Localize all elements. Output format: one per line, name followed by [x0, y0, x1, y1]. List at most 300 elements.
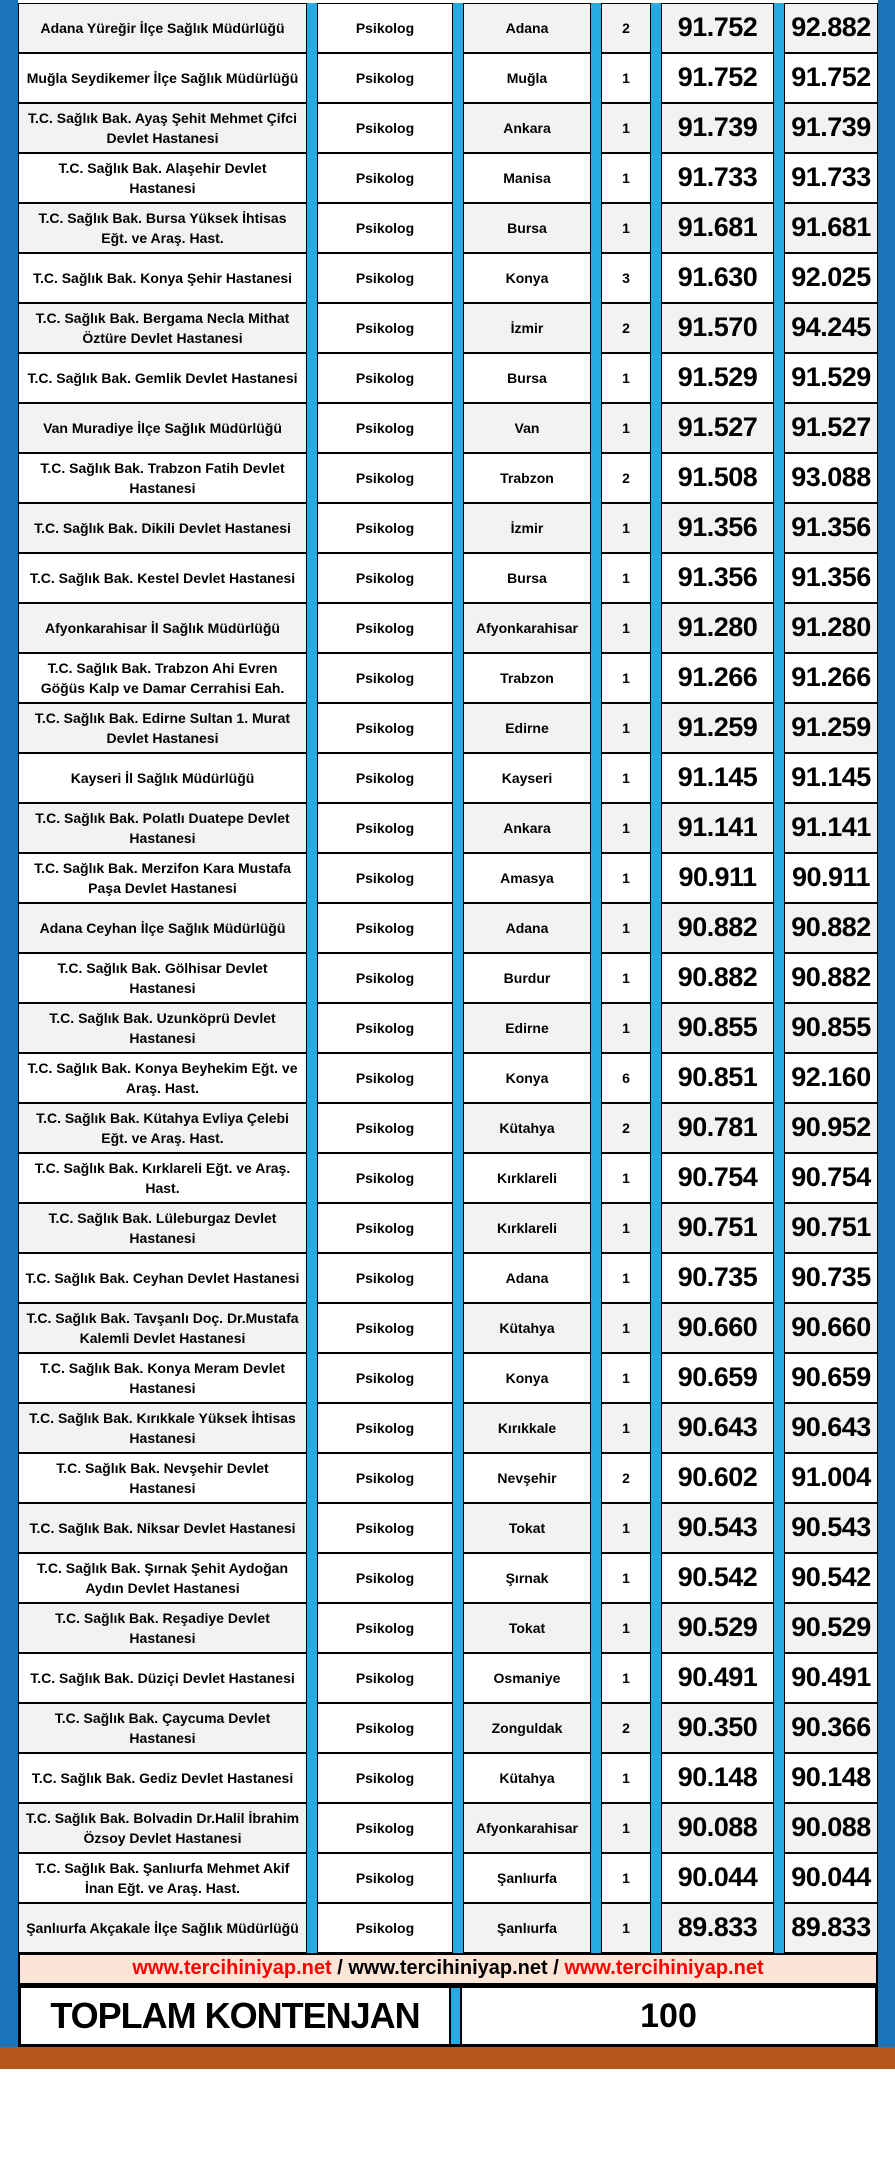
institution-cell: T.C. Sağlık Bak. Niksar Devlet Hastanesi: [18, 1503, 307, 1553]
city-cell: Zonguldak: [463, 1703, 591, 1753]
score-min-cell: 90.659: [661, 1353, 774, 1403]
quota-cell: 1: [601, 1753, 651, 1803]
institution-cell: T.C. Sağlık Bak. Tavşanlı Doç. Dr.Mustafa Kalemli Devlet Hastanesi: [18, 1303, 307, 1353]
quota-cell: 1: [601, 1653, 651, 1703]
column-divider: [774, 403, 784, 453]
score-min-cell: 91.266: [661, 653, 774, 703]
column-divider: [307, 803, 317, 853]
table-row: [18, 1853, 878, 1903]
column-divider: [651, 553, 661, 603]
table-row: [18, 1703, 878, 1753]
position-cell: Psikolog: [317, 1903, 453, 1953]
table-row: [18, 1453, 878, 1503]
quota-cell: 1: [601, 53, 651, 103]
position-cell: Psikolog: [317, 353, 453, 403]
table-row: [18, 953, 878, 1003]
column-divider: [453, 603, 463, 653]
quota-cell: 2: [601, 1703, 651, 1753]
column-divider: [651, 903, 661, 953]
score-min-cell: 91.529: [661, 353, 774, 403]
position-cell: Psikolog: [317, 1853, 453, 1903]
score-max-cell: 92.025: [784, 253, 878, 303]
city-cell: Bursa: [463, 203, 591, 253]
position-cell: Psikolog: [317, 1453, 453, 1503]
city-cell: Burdur: [463, 953, 591, 1003]
quota-cell: 1: [601, 1003, 651, 1053]
table-row: [18, 203, 878, 253]
position-cell: Psikolog: [317, 1353, 453, 1403]
column-divider: [774, 1403, 784, 1453]
column-divider: [591, 453, 601, 503]
institution-cell: T.C. Sağlık Bak. Trabzon Ahi Evren Göğüs Kalp ve Damar Cerrahisi Eah.: [18, 653, 307, 703]
quota-cell: 1: [601, 1303, 651, 1353]
column-divider: [307, 1553, 317, 1603]
score-min-cell: 90.088: [661, 1803, 774, 1853]
column-divider: [449, 1988, 462, 2044]
score-min-cell: 90.751: [661, 1203, 774, 1253]
institution-cell: T.C. Sağlık Bak. Lüleburgaz Devlet Hastanesi: [18, 1203, 307, 1253]
column-divider: [307, 1453, 317, 1503]
score-max-cell: 91.681: [784, 203, 878, 253]
city-cell: İzmir: [463, 503, 591, 553]
score-max-cell: 91.752: [784, 53, 878, 103]
city-cell: Ankara: [463, 803, 591, 853]
column-divider: [591, 1653, 601, 1703]
column-divider: [651, 1003, 661, 1053]
score-max-cell: 91.145: [784, 753, 878, 803]
score-max-cell: 90.855: [784, 1003, 878, 1053]
column-divider: [774, 703, 784, 753]
city-cell: Kayseri: [463, 753, 591, 803]
column-divider: [651, 1203, 661, 1253]
column-divider: [651, 253, 661, 303]
institution-cell: Afyonkarahisar İl Sağlık Müdürlüğü: [18, 603, 307, 653]
column-divider: [774, 653, 784, 703]
city-cell: Afyonkarahisar: [463, 603, 591, 653]
score-max-cell: 90.911: [784, 853, 878, 903]
position-cell: Psikolog: [317, 1053, 453, 1103]
column-divider: [774, 753, 784, 803]
city-cell: Adana: [463, 3, 591, 53]
institution-cell: T.C. Sağlık Bak. Kırklareli Eğt. ve Araş. Hast.: [18, 1153, 307, 1203]
quota-cell: 1: [601, 903, 651, 953]
column-divider: [651, 453, 661, 503]
column-divider: [591, 1403, 601, 1453]
quota-cell: 1: [601, 353, 651, 403]
quota-cell: 1: [601, 503, 651, 553]
city-cell: Şanlıurfa: [463, 1903, 591, 1953]
score-min-cell: 90.911: [661, 853, 774, 903]
table-row: [18, 1303, 878, 1353]
score-max-cell: 90.751: [784, 1203, 878, 1253]
table-row: [18, 1003, 878, 1053]
position-cell: Psikolog: [317, 103, 453, 153]
institution-cell: T.C. Sağlık Bak. Ceyhan Devlet Hastanesi: [18, 1253, 307, 1303]
column-divider: [453, 3, 463, 53]
column-divider: [591, 203, 601, 253]
score-max-cell: 90.148: [784, 1753, 878, 1803]
column-divider: [774, 1103, 784, 1153]
column-divider: [307, 303, 317, 353]
column-divider: [651, 403, 661, 453]
column-divider: [591, 1203, 601, 1253]
quota-cell: 1: [601, 1553, 651, 1603]
quota-cell: 1: [601, 1503, 651, 1553]
column-divider: [591, 503, 601, 553]
column-divider: [774, 553, 784, 603]
score-min-cell: 91.681: [661, 203, 774, 253]
column-divider: [591, 403, 601, 453]
score-min-cell: 90.882: [661, 903, 774, 953]
position-cell: Psikolog: [317, 1003, 453, 1053]
position-cell: Psikolog: [317, 803, 453, 853]
table-row: [18, 653, 878, 703]
column-divider: [307, 1753, 317, 1803]
score-max-cell: 91.733: [784, 153, 878, 203]
column-divider: [307, 753, 317, 803]
column-divider: [651, 53, 661, 103]
score-max-cell: 90.952: [784, 1103, 878, 1153]
city-cell: Bursa: [463, 553, 591, 603]
column-divider: [591, 653, 601, 703]
city-cell: Kırıkkale: [463, 1403, 591, 1453]
column-divider: [307, 1853, 317, 1903]
website-link[interactable]: www.tercihiniyap.net: [564, 1957, 764, 1979]
column-divider: [307, 353, 317, 403]
city-cell: Konya: [463, 1353, 591, 1403]
column-divider: [591, 903, 601, 953]
column-divider: [453, 303, 463, 353]
column-divider: [307, 1253, 317, 1303]
column-divider: [453, 1053, 463, 1103]
column-divider: [453, 1453, 463, 1503]
score-min-cell: 90.543: [661, 1503, 774, 1553]
institution-cell: T.C. Sağlık Bak. Dikili Devlet Hastanesi: [18, 503, 307, 553]
institution-cell: T.C. Sağlık Bak. Uzunköprü Devlet Hastanesi: [18, 1003, 307, 1053]
score-max-cell: 90.491: [784, 1653, 878, 1703]
column-divider: [453, 453, 463, 503]
quota-cell: 1: [601, 853, 651, 903]
column-divider: [651, 1703, 661, 1753]
score-min-cell: 91.733: [661, 153, 774, 203]
column-divider: [307, 1353, 317, 1403]
table-row: [18, 1603, 878, 1653]
column-divider: [651, 1053, 661, 1103]
column-divider: [307, 1903, 317, 1953]
table-row: [18, 553, 878, 603]
institution-cell: Van Muradiye İlçe Sağlık Müdürlüğü: [18, 403, 307, 453]
position-cell: Psikolog: [317, 653, 453, 703]
score-min-cell: 91.527: [661, 403, 774, 453]
score-min-cell: 91.739: [661, 103, 774, 153]
score-max-cell: 90.044: [784, 1853, 878, 1903]
column-divider: [453, 503, 463, 553]
website-link[interactable]: www.tercihiniyap.net: [348, 1957, 548, 1979]
city-cell: Afyonkarahisar: [463, 1803, 591, 1853]
city-cell: Adana: [463, 903, 591, 953]
city-cell: Nevşehir: [463, 1453, 591, 1503]
column-divider: [774, 1153, 784, 1203]
column-divider: [774, 3, 784, 53]
position-cell: Psikolog: [317, 753, 453, 803]
position-cell: Psikolog: [317, 203, 453, 253]
institution-cell: T.C. Sağlık Bak. Konya Meram Devlet Hastanesi: [18, 1353, 307, 1403]
column-divider: [307, 403, 317, 453]
score-max-cell: 90.366: [784, 1703, 878, 1753]
column-divider: [307, 503, 317, 553]
position-cell: Psikolog: [317, 1803, 453, 1853]
score-min-cell: 90.851: [661, 1053, 774, 1103]
column-divider: [774, 1653, 784, 1703]
quota-cell: 1: [601, 1803, 651, 1853]
table-row: [18, 303, 878, 353]
institution-cell: T.C. Sağlık Bak. Gölhisar Devlet Hastanesi: [18, 953, 307, 1003]
score-max-cell: 90.529: [784, 1603, 878, 1653]
city-cell: Van: [463, 403, 591, 453]
score-max-cell: 91.739: [784, 103, 878, 153]
column-divider: [307, 203, 317, 253]
score-max-cell: 90.735: [784, 1253, 878, 1303]
column-divider: [307, 1303, 317, 1353]
total-quota-value: 100: [640, 1996, 697, 2035]
column-divider: [774, 1603, 784, 1653]
table-row: [18, 253, 878, 303]
column-divider: [651, 1153, 661, 1203]
column-divider: [774, 953, 784, 1003]
column-divider: [307, 553, 317, 603]
institution-cell: T.C. Sağlık Bak. Kırıkkale Yüksek İhtisas Hastanesi: [18, 1403, 307, 1453]
table-row: [18, 103, 878, 153]
column-divider: [774, 353, 784, 403]
column-divider: [453, 103, 463, 153]
column-divider: [651, 653, 661, 703]
quota-cell: 2: [601, 3, 651, 53]
column-divider: [307, 1003, 317, 1053]
column-divider: [591, 1803, 601, 1853]
position-cell: Psikolog: [317, 953, 453, 1003]
table-row: [18, 1103, 878, 1153]
position-cell: Psikolog: [317, 1103, 453, 1153]
total-quota-label: TOPLAM KONTENJAN: [50, 1995, 420, 2036]
quota-cell: 6: [601, 1053, 651, 1103]
position-cell: Psikolog: [317, 503, 453, 553]
score-max-cell: 90.542: [784, 1553, 878, 1603]
column-divider: [591, 153, 601, 203]
city-cell: Tokat: [463, 1503, 591, 1553]
column-divider: [774, 153, 784, 203]
column-divider: [453, 803, 463, 853]
column-divider: [307, 1503, 317, 1553]
column-divider: [591, 1303, 601, 1353]
quota-cell: 1: [601, 653, 651, 703]
column-divider: [307, 1103, 317, 1153]
column-divider: [307, 253, 317, 303]
column-divider: [591, 803, 601, 853]
column-divider: [774, 103, 784, 153]
table-row: [18, 1253, 878, 1303]
column-divider: [651, 1753, 661, 1803]
position-cell: Psikolog: [317, 153, 453, 203]
quota-cell: 1: [601, 703, 651, 753]
institution-cell: T.C. Sağlık Bak. Konya Şehir Hastanesi: [18, 253, 307, 303]
score-min-cell: 90.044: [661, 1853, 774, 1903]
table-row: [18, 1153, 878, 1203]
score-max-cell: 90.660: [784, 1303, 878, 1353]
column-divider: [591, 353, 601, 403]
column-divider: [774, 803, 784, 853]
column-divider: [453, 553, 463, 603]
institution-cell: T.C. Sağlık Bak. Reşadiye Devlet Hastanesi: [18, 1603, 307, 1653]
score-min-cell: 90.542: [661, 1553, 774, 1603]
quota-cell: 1: [601, 803, 651, 853]
column-divider: [307, 703, 317, 753]
score-min-cell: 91.508: [661, 453, 774, 503]
institution-cell: T.C. Sağlık Bak. Alaşehir Devlet Hastanesi: [18, 153, 307, 203]
column-divider: [774, 1553, 784, 1603]
score-max-cell: 90.754: [784, 1153, 878, 1203]
quota-cell: 1: [601, 1253, 651, 1303]
column-divider: [651, 1403, 661, 1453]
institution-cell: T.C. Sağlık Bak. Bolvadin Dr.Halil İbrahim Özsoy Devlet Hastanesi: [18, 1803, 307, 1853]
score-max-cell: 91.527: [784, 403, 878, 453]
position-cell: Psikolog: [317, 1253, 453, 1303]
position-cell: Psikolog: [317, 1603, 453, 1653]
column-divider: [774, 1253, 784, 1303]
city-cell: Ankara: [463, 103, 591, 153]
score-min-cell: 91.145: [661, 753, 774, 803]
institution-cell: T.C. Sağlık Bak. Trabzon Fatih Devlet Hastanesi: [18, 453, 307, 503]
score-min-cell: 90.735: [661, 1253, 774, 1303]
score-max-cell: 91.266: [784, 653, 878, 703]
column-divider: [307, 103, 317, 153]
column-divider: [307, 953, 317, 1003]
city-cell: Muğla: [463, 53, 591, 103]
column-divider: [651, 753, 661, 803]
column-divider: [453, 253, 463, 303]
column-divider: [591, 703, 601, 753]
table-row: [18, 153, 878, 203]
column-divider: [453, 203, 463, 253]
table-row: [18, 753, 878, 803]
column-divider: [453, 1653, 463, 1703]
column-divider: [591, 1003, 601, 1053]
quota-cell: 1: [601, 953, 651, 1003]
column-divider: [774, 603, 784, 653]
website-link[interactable]: www.tercihiniyap.net: [132, 1957, 332, 1979]
column-divider: [651, 3, 661, 53]
position-cell: Psikolog: [317, 853, 453, 903]
position-cell: Psikolog: [317, 1703, 453, 1753]
column-divider: [453, 1003, 463, 1053]
column-divider: [774, 53, 784, 103]
score-min-cell: 90.660: [661, 1303, 774, 1353]
city-cell: Trabzon: [463, 653, 591, 703]
quota-cell: 1: [601, 403, 651, 453]
quota-cell: 3: [601, 253, 651, 303]
column-divider: [591, 1453, 601, 1503]
column-divider: [591, 3, 601, 53]
institution-cell: T.C. Sağlık Bak. Merzifon Kara Mustafa Paşa Devlet Hastanesi: [18, 853, 307, 903]
quota-cell: 2: [601, 1103, 651, 1153]
table-row: [18, 603, 878, 653]
position-cell: Psikolog: [317, 253, 453, 303]
institution-cell: T.C. Sağlık Bak. Şanlıurfa Mehmet Akif İnan Eğt. ve Araş. Hast.: [18, 1853, 307, 1903]
column-divider: [591, 1353, 601, 1403]
column-divider: [591, 603, 601, 653]
institution-cell: Adana Yüreğir İlçe Sağlık Müdürlüğü: [18, 3, 307, 53]
column-divider: [453, 1803, 463, 1853]
column-divider: [453, 1903, 463, 1953]
column-divider: [651, 1853, 661, 1903]
score-min-cell: 90.491: [661, 1653, 774, 1703]
column-divider: [774, 1703, 784, 1753]
column-divider: [651, 1603, 661, 1653]
score-min-cell: 91.630: [661, 253, 774, 303]
column-divider: [651, 1103, 661, 1153]
score-max-cell: 91.529: [784, 353, 878, 403]
city-cell: Kırklareli: [463, 1203, 591, 1253]
score-min-cell: 90.602: [661, 1453, 774, 1503]
column-divider: [453, 53, 463, 103]
score-min-cell: 90.855: [661, 1003, 774, 1053]
quota-cell: 1: [601, 103, 651, 153]
column-divider: [651, 503, 661, 553]
column-divider: [453, 853, 463, 903]
institution-cell: T.C. Sağlık Bak. Gemlik Devlet Hastanesi: [18, 353, 307, 403]
column-divider: [774, 1053, 784, 1103]
score-max-cell: 94.245: [784, 303, 878, 353]
score-max-cell: 92.882: [784, 3, 878, 53]
table-row: [18, 3, 878, 53]
score-max-cell: 89.833: [784, 1903, 878, 1953]
quota-cell: 1: [601, 753, 651, 803]
quota-cell: 1: [601, 603, 651, 653]
column-divider: [453, 1403, 463, 1453]
quota-cell: 1: [601, 553, 651, 603]
column-divider: [453, 1153, 463, 1203]
table-row: [18, 903, 878, 953]
column-divider: [774, 1853, 784, 1903]
score-max-cell: 90.543: [784, 1503, 878, 1553]
position-cell: Psikolog: [317, 403, 453, 453]
column-divider: [453, 353, 463, 403]
institution-cell: T.C. Sağlık Bak. Şırnak Şehit Aydoğan Aydın Devlet Hastanesi: [18, 1553, 307, 1603]
score-max-cell: 91.259: [784, 703, 878, 753]
city-cell: Kırklareli: [463, 1153, 591, 1203]
city-cell: Edirne: [463, 1003, 591, 1053]
quota-cell: 1: [601, 1353, 651, 1403]
table-row: [18, 1753, 878, 1803]
table-row: [18, 1403, 878, 1453]
column-divider: [651, 953, 661, 1003]
column-divider: [651, 103, 661, 153]
score-max-cell: 91.356: [784, 503, 878, 553]
column-divider: [453, 153, 463, 203]
column-divider: [591, 1903, 601, 1953]
column-divider: [774, 1803, 784, 1853]
column-divider: [651, 1353, 661, 1403]
column-divider: [651, 303, 661, 353]
bottom-brown-bar: [0, 2047, 895, 2069]
score-min-cell: 91.356: [661, 503, 774, 553]
column-divider: [651, 1453, 661, 1503]
city-cell: Manisa: [463, 153, 591, 203]
table-row: [18, 1503, 878, 1553]
city-cell: Konya: [463, 253, 591, 303]
city-cell: Bursa: [463, 353, 591, 403]
column-divider: [651, 853, 661, 903]
position-cell: Psikolog: [317, 1753, 453, 1803]
